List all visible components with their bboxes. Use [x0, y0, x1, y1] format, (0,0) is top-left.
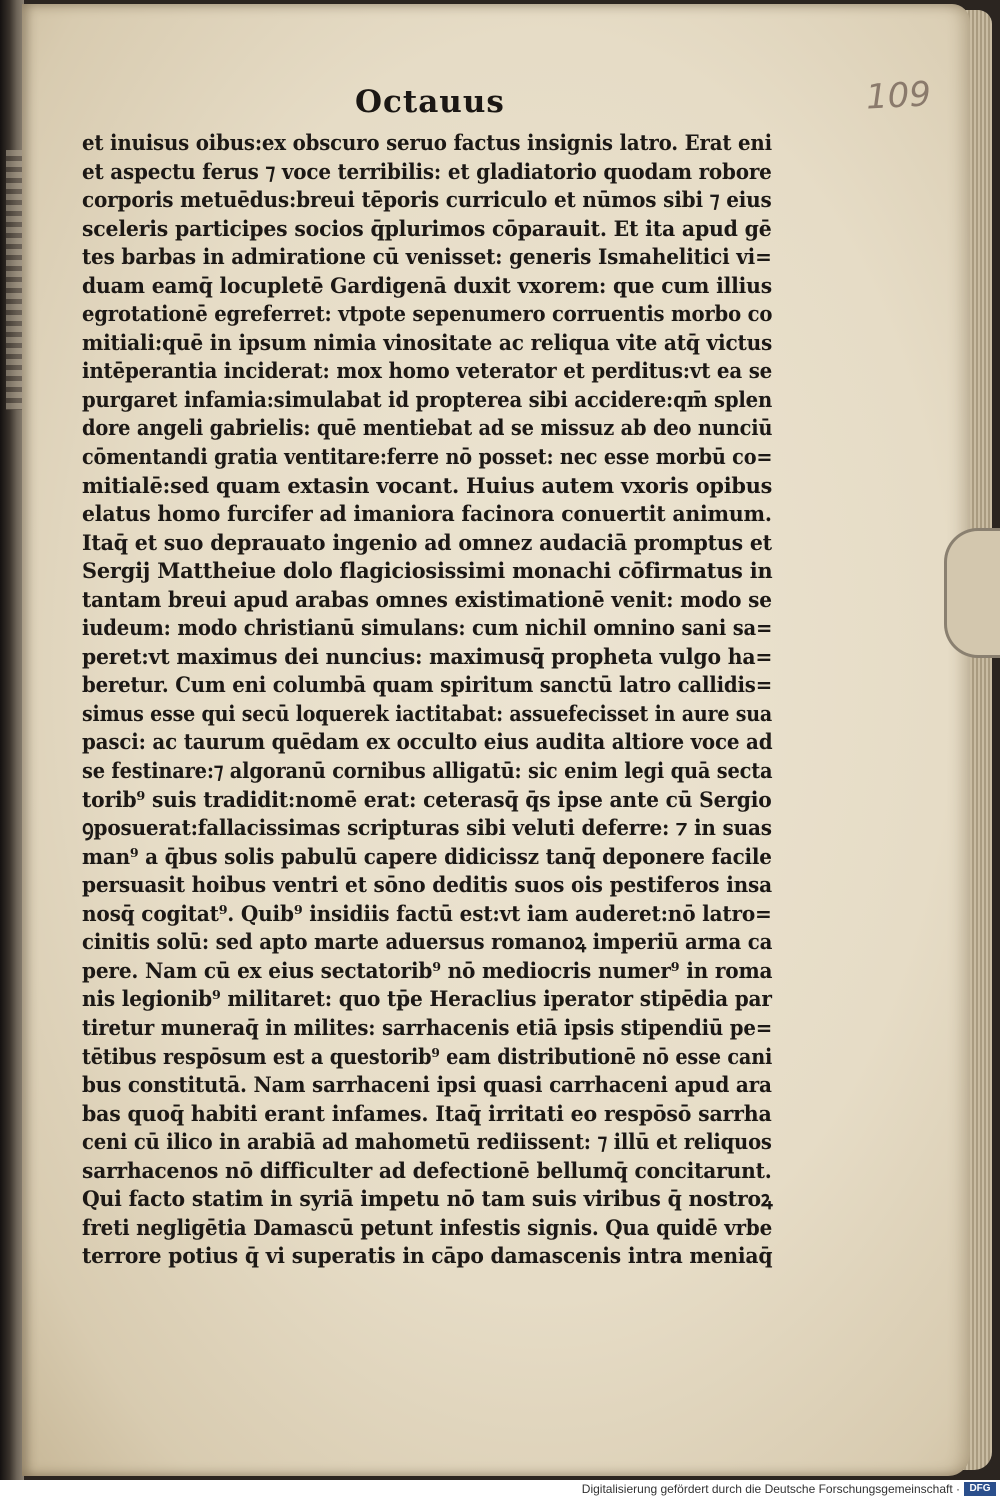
text-line: tētibus respōsum est a questorib⁹ eam distributionē nō esse cani: [82, 1044, 773, 1070]
text-line: torib⁹ suis tradidit:nomē erat: ceterasq̄ q̄s ipse ante cū Sergio: [82, 787, 772, 813]
funding-credit: Digitalisierung gefördert durch die Deutsche Forschungsgemeinschaft ·: [581, 1482, 960, 1496]
text-body: [82, 130, 782, 1272]
text-line: purgaret infamia:simulabat id propterea sibi accidere:qm̄ splen: [82, 387, 773, 413]
text-line: Itaq̄ et suo deprauato ingenio ad omnez audaciā promptus et: [82, 530, 772, 556]
text-line: sceleris participes socios q̄plurimos cōparauit. Et ita apud gē: [82, 216, 772, 242]
text-line: ceni cū ilico in arabiā ad mahometū rediissent: ⁊ illū et reliquos: [82, 1130, 772, 1156]
footer-bar: [0, 1480, 1000, 1499]
text-line: egrotationē egreferret: vtpote sepenumero corruentis morbo co: [82, 302, 773, 328]
running-header: Octauus: [355, 84, 505, 120]
text-line: cōmentandi gratia ventitare:ferre nō posset: nec esse morbū co=: [82, 445, 773, 471]
text-line: intēperantia inciderat: mox homo veterator et perditus:vt ea se: [82, 359, 773, 385]
text-line: iudeum: modo christianū simulans: cum nichil omnino sani sa=: [82, 616, 773, 642]
text-line: persuasit hoibus ventri et sōno deditis suos ois pestiferos insa: [82, 873, 772, 899]
text-line: mitiali:quē in ipsum nimia vinositate ac reliqua vite atq̄ victus: [82, 330, 773, 356]
text-line: man⁹ a q̄bus solis pabulū capere didicissz tanq̄ deponere facile: [82, 844, 772, 870]
text-line: tantam breui apud arabas omnes existimationē venit: modo se: [82, 587, 772, 613]
text-line: sarrhacenos nō difficulter ad defectionē bellumq̄ concitarunt.: [82, 1158, 772, 1184]
text-line: cinitis solū: sed apto marte aduersus romanoꝝ imperiū arma ca: [82, 930, 773, 956]
text-line: peret:vt maximus dei nuncius: maximusq̄ propheta vulgo ha=: [82, 644, 773, 670]
text-line: tes barbas in admiratione cū venisset: generis Ismahelitici vi=: [82, 245, 772, 271]
text-line: mitialē:sed quam extasin vocant. Huius autem vxoris opibus: [82, 473, 773, 499]
text-line: terrore potius q̄ vi superatis in cāpo damascenis intra meniaq̄: [82, 1244, 773, 1270]
text-line: nosq̄ cogitat⁹. Quib⁹ insidiis factū est:vt iam auderet:nō latro=: [82, 901, 772, 927]
book-clamp: [944, 528, 1000, 658]
dfg-logo: DFG: [964, 1482, 996, 1496]
text-line: Qui facto statim in syriā impetu nō tam suis viribus q̄ nostroꝝ: [82, 1187, 773, 1213]
text-line: ꝯposuerat:fallacissimas scripturas sibi veluti deferre: ⁊ in suas: [82, 816, 772, 842]
text-line: et aspectu ferus ⁊ voce terribilis: et gladiatorio quodam robore: [82, 159, 772, 185]
text-line: tiretur muneraq̄ in milites: sarrhacenis etiā ipsis stipendiū pe=: [82, 1015, 773, 1041]
text-line: pere. Nam cū ex eius sectatorib⁹ nō mediocris numer⁹ in roma: [82, 958, 773, 984]
text-line: nis legionib⁹ militaret: quo tp̄e Heraclius iperator stipēdia par: [82, 987, 772, 1013]
text-line: bus constitutā. Nam sarrhaceni ipsi quasi carrhaceni apud ara: [82, 1073, 772, 1099]
text-line: et inuisus oibus:ex obscuro seruo factus insignis latro. Erat eni: [82, 131, 772, 156]
text-line: elatus homo furcifer ad imaniora facinora conuertit animum.: [82, 502, 772, 528]
text-line: dore angeli gabrielis: quē mentiebat ad se missuz ab deo nunciū: [82, 416, 773, 442]
text-line: simus esse qui secū loquerek iactitabat: assuefecisset in aure sua: [82, 701, 773, 727]
text-line: Sergij Mattheiue dolo flagiciosissimi monachi cōfirmatus in: [82, 559, 773, 585]
text-line: duam eamq̄ locupletē Gardigenā duxit vxorem: que cum illius: [82, 273, 772, 299]
text-line: bas quoq̄ habiti erant infames. Itaq̄ irritati eo respōsō sarrha: [82, 1101, 772, 1127]
handwritten-folio-number: 109: [864, 74, 932, 118]
text-line: freti negligētia Damascū petunt infestis signis. Qua quidē vrbe: [82, 1215, 773, 1241]
text-line: beretur. Cum eni columbā quam spiritum sanctū latro callidis=: [82, 673, 773, 699]
text-line: pasci: ac taurum quēdam ex occulto eius audita altiore voce ad: [82, 730, 773, 756]
facing-page-edge: [6, 150, 22, 410]
text-line: se festinare:⁊ algoranū cornibus alligatū: sic enim legi quā secta: [82, 759, 773, 785]
text-line: corporis metuēdus:breui tēporis curriculo et nūmos sibi ⁊ eius: [82, 188, 772, 214]
